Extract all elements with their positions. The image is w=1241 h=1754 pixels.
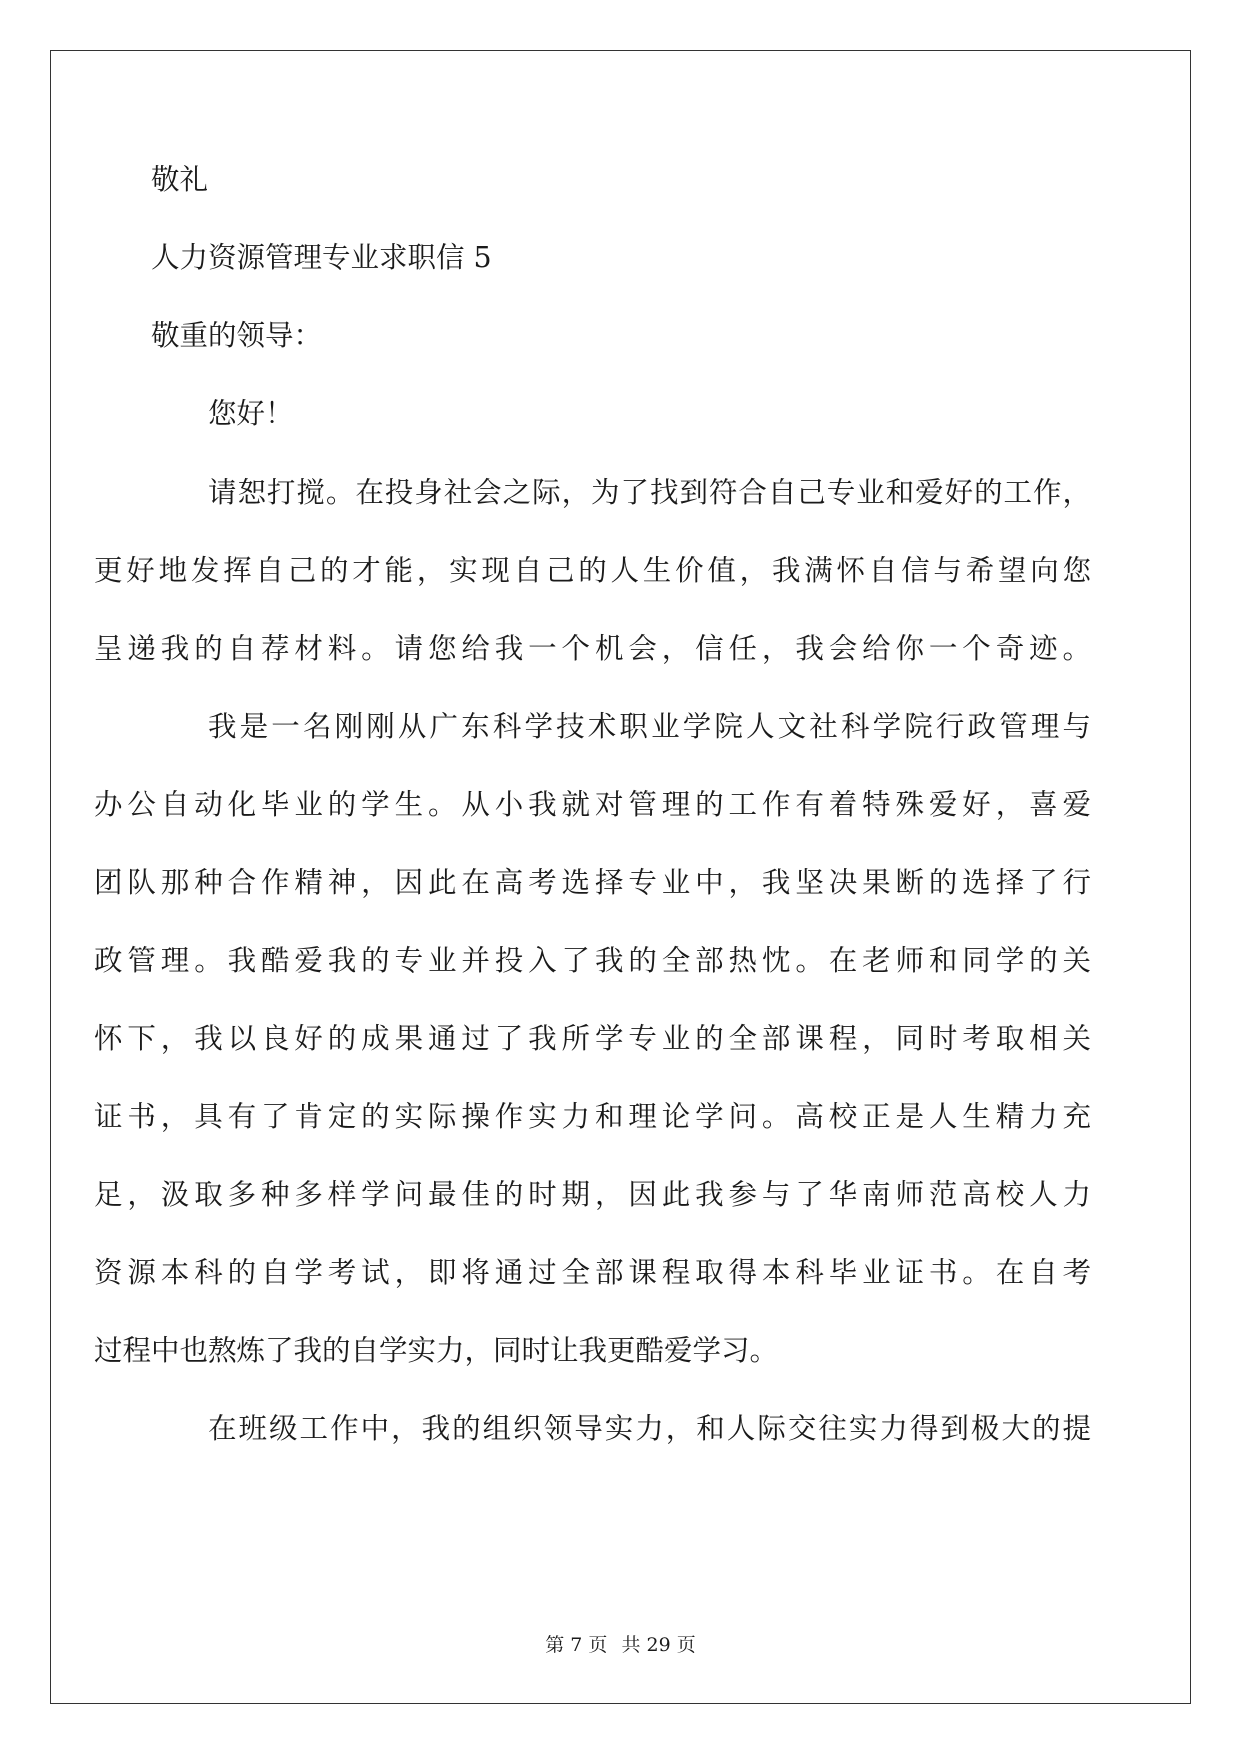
document-body [94,160,1091,1468]
paragraph-line: 团队那种合作精神，因此在高考选择专业中，我坚决果断的选择了行 [94,866,1091,899]
section-heading: 人力资源管理专业求职信 5 [151,241,492,274]
paragraph-2 [94,688,1091,1390]
paragraph-line: 足，汲取多种多样学问最佳的时期，因此我参与了华南师范高校人力 [94,1178,1091,1211]
paragraph-3 [151,1390,1091,1468]
page-footer [0,1630,1241,1657]
paragraph-line: 在班级工作中，我的组织领导实力，和人际交往实力得到极大的提 [208,1412,1091,1445]
paragraph-line: 更好地发挥自己的才能，实现自己的人生价值，我满怀自信与希望向您 [94,554,1091,587]
paragraph-line: 我是一名刚刚从广东科学技术职业学院人文社科学院行政管理与 [208,710,1091,743]
closing-text: 敬礼 [151,163,209,196]
paragraph-line: 怀下，我以良好的成果通过了我所学专业的全部课程，同时考取相关 [94,1022,1091,1055]
paragraph-line: 请恕打搅。在投身社会之际，为了找到符合自己专业和爱好的工作， [208,476,1091,509]
page-number: 第 7 页 [545,1634,608,1656]
paragraph-line: 资源本科的自学考试，即将通过全部课程取得本科毕业证书。在自考 [94,1256,1091,1289]
paragraph-line: 办公自动化毕业的学生。从小我就对管理的工作有着特殊爱好，喜爱 [94,788,1091,821]
page-total: 共 29 页 [621,1634,696,1656]
greeting: 您好！ [208,397,294,430]
salutation: 敬重的领导： [151,319,323,352]
paragraph-line: 呈递我的自荐材料。请您给我一个机会，信任，我会给你一个奇迹。 [94,632,1091,665]
paragraph-line: 政管理。我酷爱我的专业并投入了我的全部热忱。在老师和同学的关 [94,944,1091,977]
paragraph-line: 过程中也熬炼了我的自学实力，同时让我更酷爱学习。 [94,1334,779,1367]
paragraph-line: 证书，具有了肯定的实际操作实力和理论学问。高校正是人生精力充 [94,1100,1091,1133]
paragraph-1 [94,454,1091,688]
